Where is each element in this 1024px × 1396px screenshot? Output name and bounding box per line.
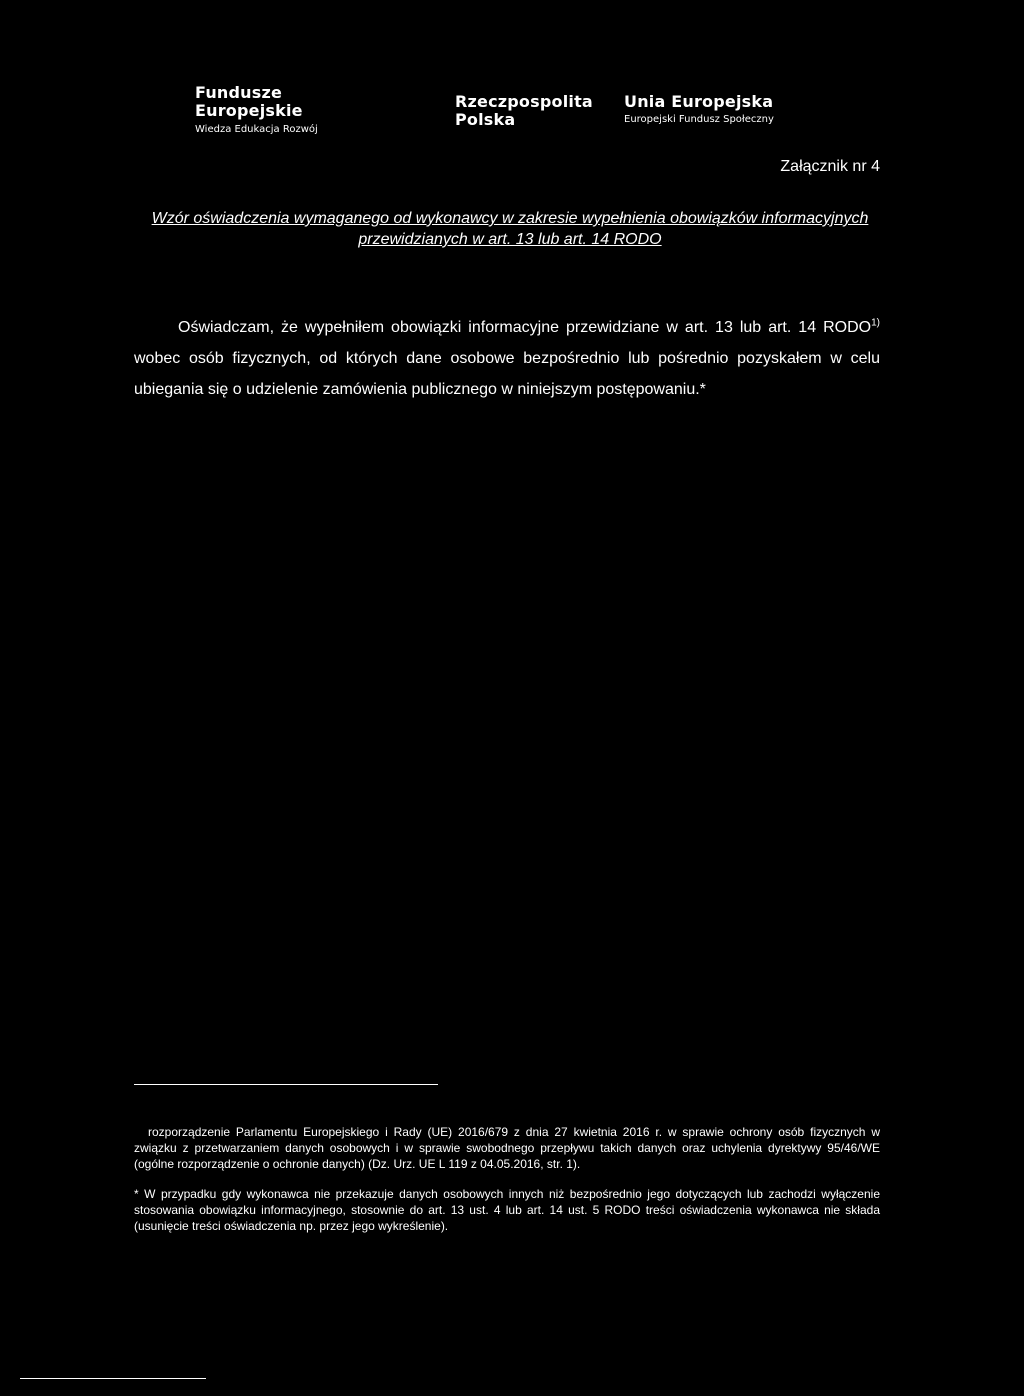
statement-text-part2: wobec osób fizycznych, od których dane osobowe bezpośrednio lub pośrednio pozyskałem w celu ubiegania się o udzielenie zamówienia publicznego w niniejszym postępowaniu.* <box>134 350 880 398</box>
footnote-ref: 1) <box>871 317 880 329</box>
rzeczpospolita-polska-logo <box>455 93 593 129</box>
footnote-regulation: rozporządzenie Parlamentu Europejskiego i Rady (UE) 2016/679 z dnia 27 kwietnia 2016 r. w sprawie ochrony osób fizycznych w związku z przetwarzaniem danych osobowych i w sprawie swobodnego przepływu takich danych oraz uchylenia dyrektywy 95/46/WE (ogólne rozporządzenie o ochronie danych) (Dz. Urz. UE L 119 z 04.05.2016, str. 1). <box>134 1125 880 1171</box>
logo-ue-line1: Unia Europejska <box>624 92 774 111</box>
logo-fe-line2: Europejskie <box>195 101 303 120</box>
fundusze-europejskie-logo <box>195 84 318 137</box>
logo-fe-line1: Fundusze <box>195 83 283 102</box>
statement-text-part1: Oświadczam, że wypełniłem obowiązki informacyjne przewidziane w art. 13 lub art. 14 RODO <box>178 319 872 336</box>
unia-europejska-logo <box>624 93 774 127</box>
form-title: Wzór oświadczenia wymaganego od wykonawcy w zakresie wypełnienia obowiązków informacyjnych przewidzianych w art. 13 lub art. 14 RODO <box>151 210 869 248</box>
footnote-separator <box>134 1084 438 1085</box>
logo-rp-line2: Polska <box>455 110 516 129</box>
logo-fe-tagline: Wiedza Edukacja Rozwój <box>195 124 318 135</box>
statement-paragraph <box>134 312 880 405</box>
annex-label: Załącznik nr 4 <box>780 158 880 175</box>
bottom-separator <box>20 1378 206 1379</box>
footnote-asterisk: * W przypadku gdy wykonawca nie przekazuje danych osobowych innych niż bezpośrednio jego dotyczących lub zachodzi wyłączenie stosowania obowiązku informacyjnego, stosownie do art. 13 ust. 4 lub art. 14 ust. 5 RODO treści oświadczenia wykonawca nie składa (usunięcie treści oświadczenia np. przez jego wykreślenie). <box>134 1187 880 1233</box>
logo-ue-tagline: Europejski Fundusz Społeczny <box>624 114 774 125</box>
logo-rp-line1: Rzeczpospolita <box>455 92 593 111</box>
